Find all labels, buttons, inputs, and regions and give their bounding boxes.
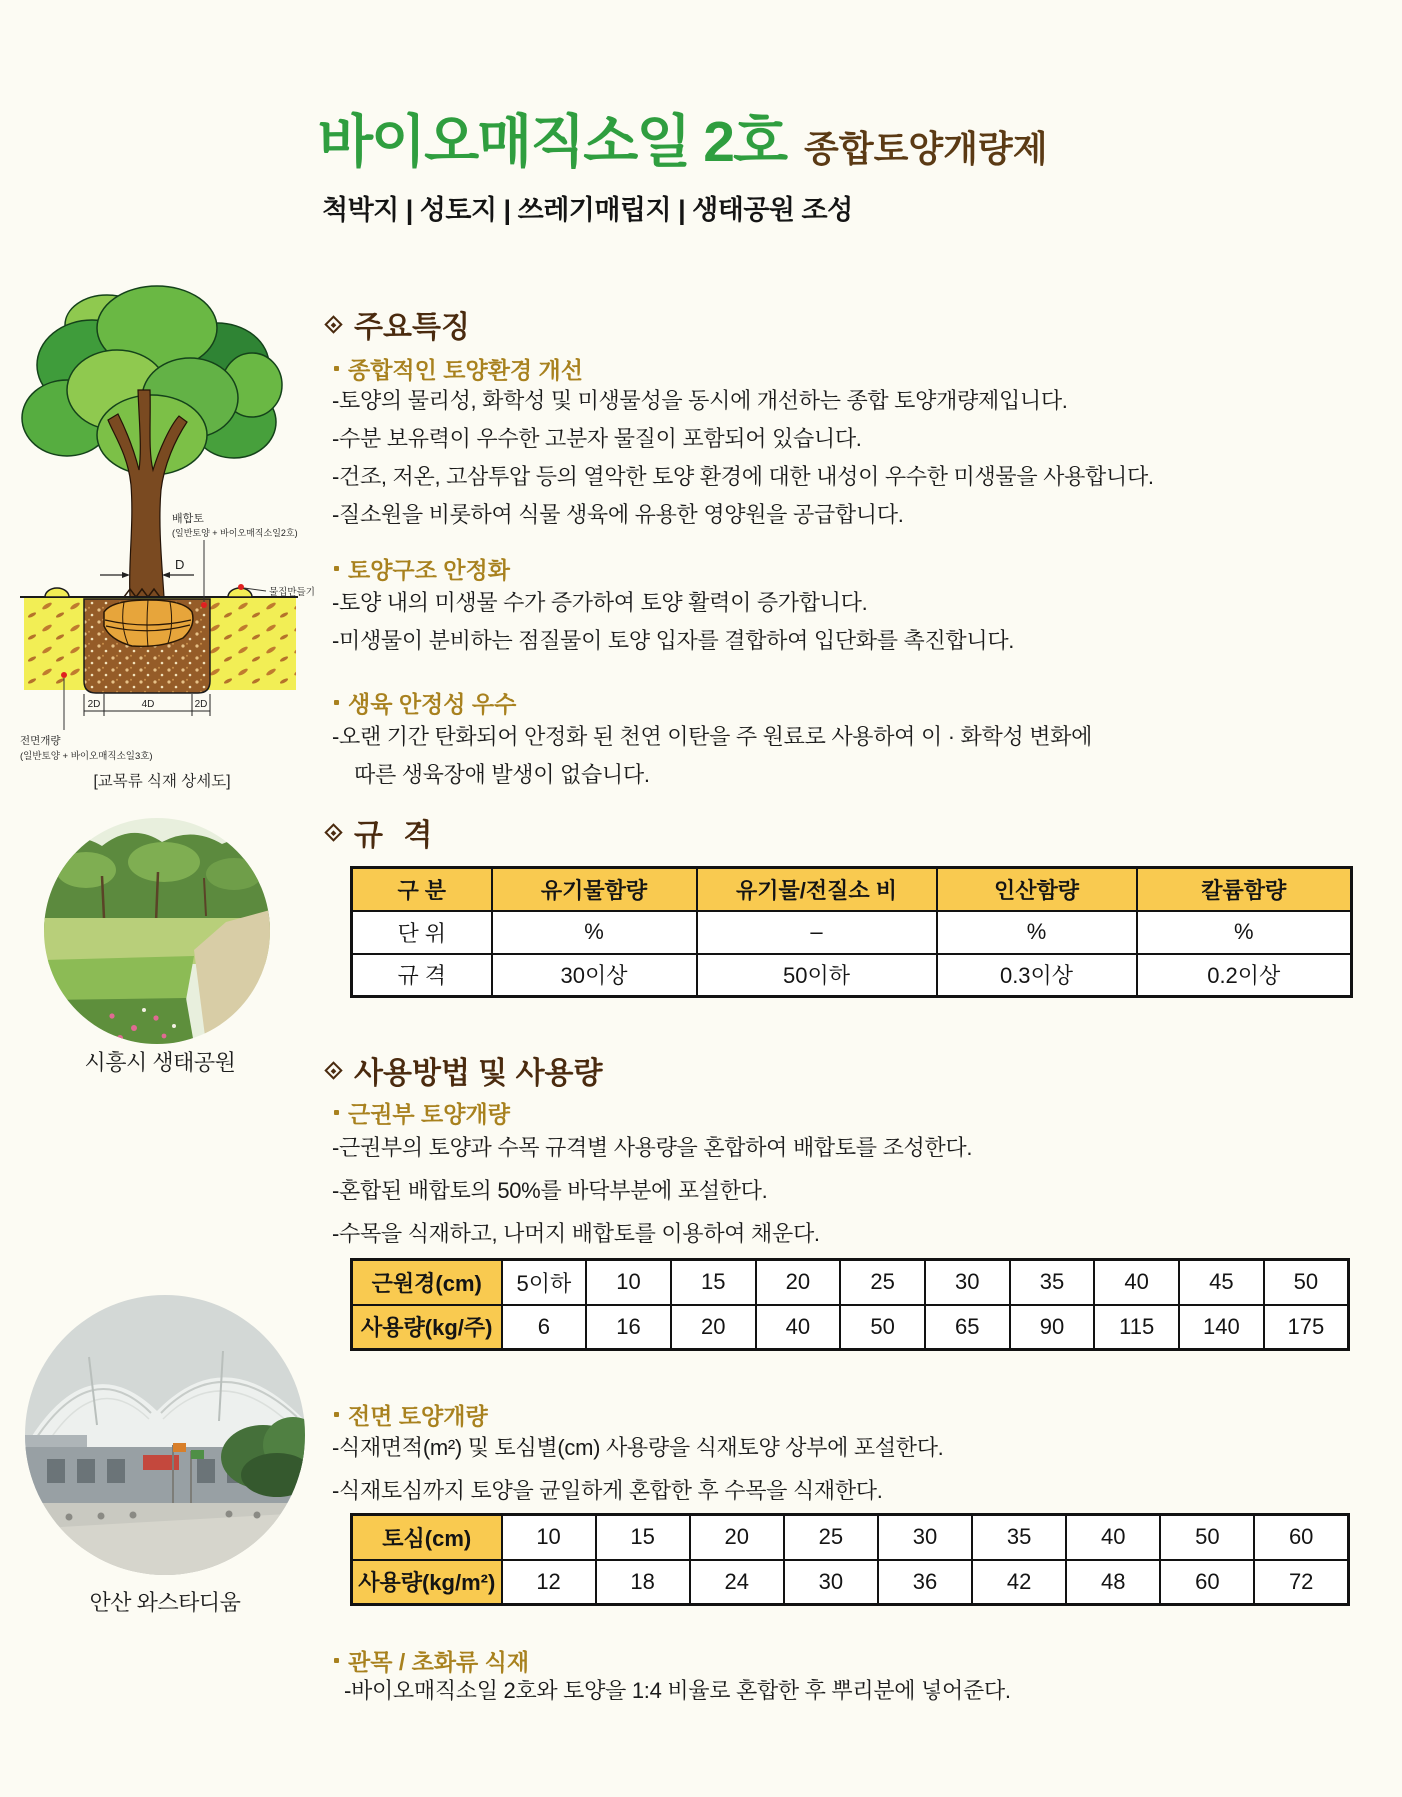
water-basin-label: 물집만들기 xyxy=(269,587,315,598)
product-name: 바이오매직소일 2호 xyxy=(318,110,787,174)
mix-soil-marker-dot xyxy=(201,602,207,608)
table-cell: 12 xyxy=(502,1560,596,1605)
surface-usage-table xyxy=(350,1513,1350,1606)
full-improve-label: 전면개량 xyxy=(20,735,61,747)
table-cell: 40 xyxy=(756,1305,841,1350)
table-cell: 35 xyxy=(1010,1260,1095,1305)
table-cell: 35 xyxy=(972,1515,1066,1560)
usage-rootzone-title xyxy=(330,1096,510,1129)
usage-subsection-title-text: 근권부 토양개량 xyxy=(348,1101,510,1127)
usage-shrub-lines xyxy=(344,1672,1011,1710)
usage-rootzone-lines xyxy=(332,1126,972,1255)
table-cell: 규 격 xyxy=(352,954,492,997)
mix-soil-sublabel: (일반토양 + 바이오매직소일2호) xyxy=(172,528,298,538)
table-cell: 36 xyxy=(878,1560,972,1605)
product-type: 종합토양개량제 xyxy=(804,128,1048,169)
page-title xyxy=(318,96,1047,178)
feature-group-lines xyxy=(332,584,1014,660)
table-cell: % xyxy=(1137,911,1352,954)
feature-line: -오랜 기간 탄화되어 안정화 된 천연 이탄을 주 원료로 사용하여 이 · 화학성 변화에 xyxy=(332,724,1093,749)
tree-crown-illustration xyxy=(22,286,282,475)
diagram-caption: [교목류 식재 상세도] xyxy=(93,773,231,790)
full-improve-marker-dot xyxy=(61,672,67,678)
feature-group-title-text: 토양구조 안정화 xyxy=(348,557,510,583)
table-header-cell: 토심(cm) xyxy=(352,1515,502,1560)
table-cell: 20 xyxy=(756,1260,841,1305)
usage-subsection-title-text: 관목 / 초화류 식재 xyxy=(348,1649,530,1675)
table-cell: 25 xyxy=(784,1515,878,1560)
table-cell: 18 xyxy=(596,1560,690,1605)
full-improve-sublabel: (일반토양 + 바이오매직소일3호) xyxy=(20,751,153,762)
feature-group-title-structure xyxy=(330,552,510,585)
usage-line: -혼합된 배합토의 50%를 바닥부분에 포설한다. xyxy=(332,1178,768,1203)
water-basin-marker-dot xyxy=(238,584,244,590)
feature-group-title-text: 생육 안정성 우수 xyxy=(348,691,517,717)
spec-table xyxy=(350,866,1353,998)
feature-line: 따른 생육장애 발생이 없습니다. xyxy=(354,762,650,787)
bullet-dot-icon xyxy=(334,1412,339,1417)
table-header-cell: 유기물/전질소 비 xyxy=(697,868,937,911)
dim-2d-right-label: 2D xyxy=(194,699,208,710)
table-cell: 20 xyxy=(671,1305,756,1350)
table-cell: 175 xyxy=(1264,1305,1349,1350)
table-cell: 115 xyxy=(1094,1305,1179,1350)
table-cell: 50이하 xyxy=(697,954,937,997)
table-cell: % xyxy=(492,911,697,954)
rootzone-usage-table xyxy=(350,1258,1350,1351)
table-cell: % xyxy=(937,911,1137,954)
feature-line: -건조, 저온, 고삼투압 등의 열악한 토양 환경에 대한 내성이 우수한 미생물을 사용합니다. xyxy=(332,464,1154,489)
feature-line: -수분 보유력이 우수한 고분자 물질이 포함되어 있습니다. xyxy=(332,426,862,451)
diamond-icon xyxy=(324,315,342,333)
usage-subsection-title-text: 전면 토양개량 xyxy=(348,1403,488,1429)
feature-line: -토양의 물리성, 화학성 및 미생물성을 동시에 개선하는 종합 토양개량제입니다. xyxy=(332,388,1068,413)
photo-sihung-eco-park xyxy=(44,818,270,1044)
feature-group-lines xyxy=(332,382,1154,534)
table-header-cell: 사용량(kg/m²) xyxy=(352,1560,502,1605)
usage-heading-text: 사용방법 및 사용량 xyxy=(354,1057,603,1090)
bullet-dot-icon xyxy=(334,366,339,371)
table-cell: 6 xyxy=(502,1305,587,1350)
table-cell: 30 xyxy=(878,1515,972,1560)
diamond-icon xyxy=(324,823,342,841)
table-cell: 40 xyxy=(1066,1515,1160,1560)
root-ball-illustration xyxy=(104,600,193,647)
table-header-cell: 근원경(cm) xyxy=(352,1260,502,1305)
dimension-d-label: D xyxy=(175,557,185,572)
table-cell: 140 xyxy=(1179,1305,1264,1350)
table-cell: – xyxy=(697,911,937,954)
diamond-icon xyxy=(324,1061,342,1079)
feature-line: -질소원을 비롯하여 식물 생육에 유용한 영양원을 공급합니다. xyxy=(332,502,904,527)
mix-soil-label: 배합토 xyxy=(172,513,204,525)
table-cell: 0.3이상 xyxy=(937,954,1137,997)
spec-section-heading xyxy=(325,810,438,854)
table-header-cell: 유기물함량 xyxy=(492,868,697,911)
table-cell: 5이하 xyxy=(502,1260,587,1305)
feature-group-title-growth xyxy=(330,686,516,719)
feature-line: -미생물이 분비하는 점질물이 토양 입자를 결합하여 입단화를 촉진합니다. xyxy=(332,628,1015,653)
table-cell: 90 xyxy=(1010,1305,1095,1350)
table-cell: 30 xyxy=(925,1260,1010,1305)
table-cell: 50 xyxy=(840,1305,925,1350)
features-section-heading xyxy=(325,302,470,346)
table-cell: 65 xyxy=(925,1305,1010,1350)
dim-2d-left-label: 2D xyxy=(87,699,101,710)
usage-line: -식재토심까지 토양을 균일하게 혼합한 후 수목을 식재한다. xyxy=(332,1478,883,1503)
tree-planting-diagram xyxy=(12,270,322,800)
table-cell: 48 xyxy=(1066,1560,1160,1605)
table-cell: 40 xyxy=(1094,1260,1179,1305)
feature-group-title-soil-env xyxy=(330,352,583,385)
water-basin-mound-left xyxy=(45,588,69,597)
table-cell: 15 xyxy=(596,1515,690,1560)
table-header-cell: 인산함량 xyxy=(937,868,1137,911)
feature-group-title-text: 종합적인 토양환경 개선 xyxy=(348,357,583,383)
table-cell: 30 xyxy=(784,1560,878,1605)
usage-line: -바이오매직소일 2호와 토양을 1:4 비율로 혼합한 후 뿌리분에 넣어준다. xyxy=(344,1678,1011,1703)
photo-caption-stadium: 안산 와스타디움 xyxy=(89,1590,241,1615)
table-cell: 15 xyxy=(671,1260,756,1305)
spec-heading-text: 규 격 xyxy=(354,819,439,852)
table-cell: 16 xyxy=(586,1305,671,1350)
application-areas: 척박지 | 성토지 | 쓰레기매립지 | 생태공원 조성 xyxy=(322,195,853,225)
table-cell: 24 xyxy=(690,1560,784,1605)
table-cell: 20 xyxy=(690,1515,784,1560)
usage-line: -식재면적(m²) 및 토심별(cm) 사용량을 식재토양 상부에 포설한다. xyxy=(332,1435,944,1460)
bullet-dot-icon xyxy=(334,1658,339,1663)
usage-line: -근권부의 토양과 수목 규격별 사용량을 혼합하여 배합토를 조성한다. xyxy=(332,1135,973,1160)
feature-line: -토양 내의 미생물 수가 증가하여 토양 활력이 증가합니다. xyxy=(332,590,868,615)
dim-4d-label: 4D xyxy=(141,699,155,710)
table-cell: 60 xyxy=(1254,1515,1348,1560)
bullet-dot-icon xyxy=(334,700,339,705)
table-cell: 10 xyxy=(502,1515,596,1560)
table-header-cell: 칼륨함량 xyxy=(1137,868,1352,911)
table-cell: 0.2이상 xyxy=(1137,954,1352,997)
table-header-cell: 사용량(kg/주) xyxy=(352,1305,502,1350)
usage-section-heading xyxy=(325,1048,603,1092)
photo-caption-eco-park: 시흥시 생태공원 xyxy=(84,1050,236,1075)
table-cell: 42 xyxy=(972,1560,1066,1605)
table-cell: 단 위 xyxy=(352,911,492,954)
table-cell: 30이상 xyxy=(492,954,697,997)
feature-group-lines xyxy=(332,718,1092,794)
features-heading-text: 주요특징 xyxy=(354,311,470,344)
bullet-dot-icon xyxy=(334,1110,339,1115)
usage-surface-lines xyxy=(332,1426,944,1512)
table-cell: 10 xyxy=(586,1260,671,1305)
table-cell: 45 xyxy=(1179,1260,1264,1305)
bullet-dot-icon xyxy=(334,566,339,571)
table-cell: 50 xyxy=(1264,1260,1349,1305)
table-cell: 60 xyxy=(1160,1560,1254,1605)
table-cell: 25 xyxy=(840,1260,925,1305)
photo-ansan-wa-stadium xyxy=(25,1295,305,1575)
table-cell: 72 xyxy=(1254,1560,1348,1605)
usage-line: -수목을 식재하고, 나머지 배합토를 이용하여 채운다. xyxy=(332,1221,820,1246)
table-header-cell: 구 분 xyxy=(352,868,492,911)
table-cell: 50 xyxy=(1160,1515,1254,1560)
